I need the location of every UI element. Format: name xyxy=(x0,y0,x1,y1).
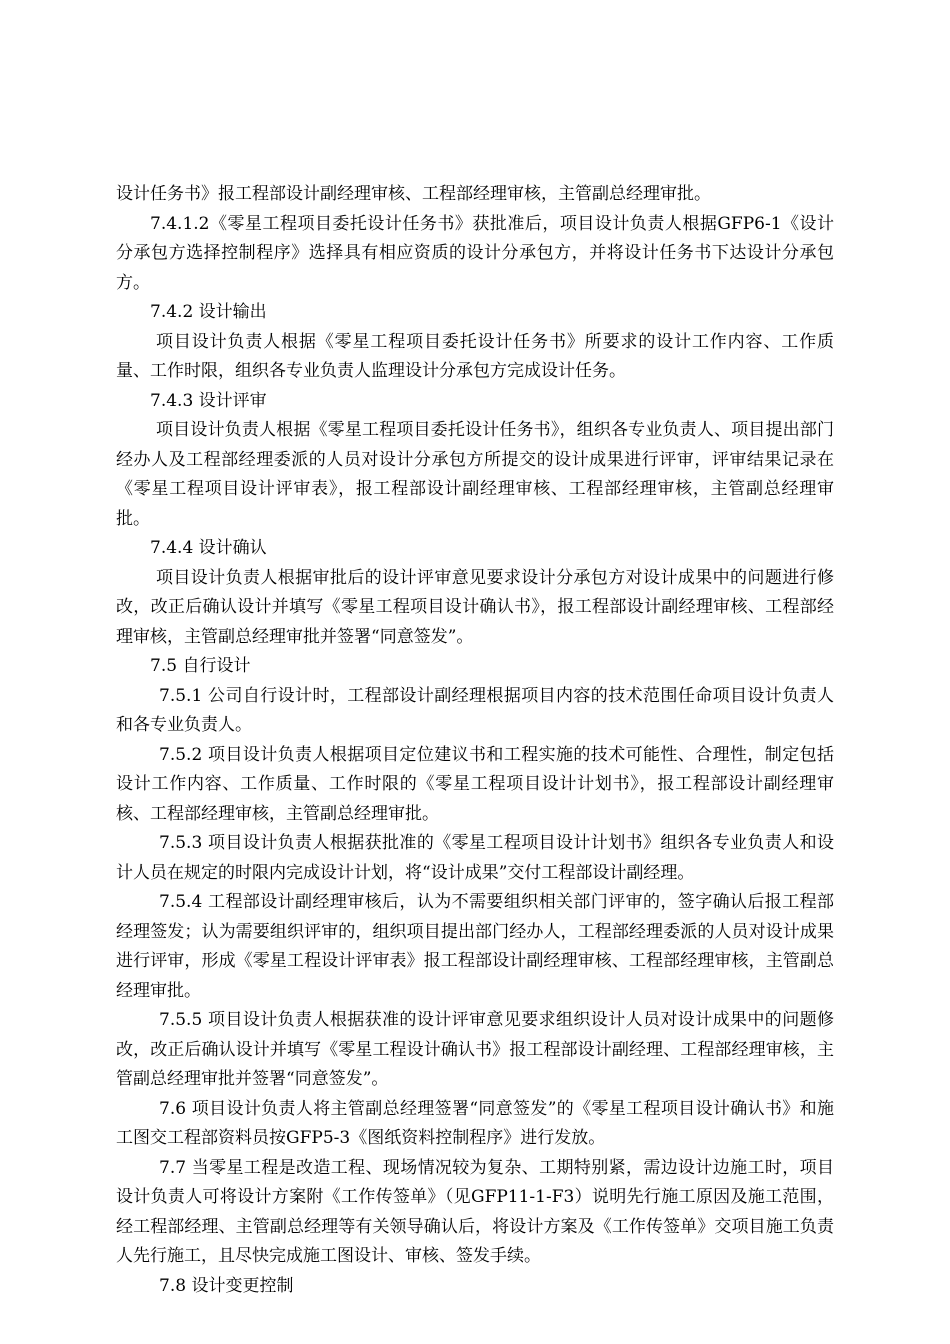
paragraph-design-output: 项目设计负责人根据《零星工程项目委托设计任务书》所要求的设计工作内容、工作质量、工作时限，组织各专业负责人监理设计分承包方完成设计任务。 xyxy=(116,331,834,381)
heading-7-8: 7.8 设计变更控制 xyxy=(159,1275,294,1296)
heading-7-4-4: 7.4.4 设计确认 xyxy=(150,538,267,558)
heading-7-4-3: 7.4.3 设计评审 xyxy=(150,390,267,411)
paragraph-7-5-1: 7.5.1 公司自行设计时，工程部设计副经理根据项目内容的技术范围任命项目设计负责人和各专业负责人。 xyxy=(116,685,834,735)
paragraph-continuation: 设计任务书》报工程部设计副经理审核、工程部经理审核，主管副总经理审批。 xyxy=(116,184,711,204)
paragraph-7-5-4: 7.5.4 工程部设计副经理审核后，认为不需要组织相关部门评审的，签字确认后报工程部经理签发；认为需要组织评审的，组织项目提出部门经办人，工程部经理委派的人员对设计成果进行评审，形成《零星工程设计评审表》报工程部设计副经理审核、工程部经理审核，主管副总经理审批。 xyxy=(116,892,834,1001)
paragraph-7-5-3: 7.5.3 项目设计负责人根据获批准的《零星工程项目设计计划书》组织各专业负责人和设计人员在规定的时限内完成设计计划，将“设计成果”交付工程部设计副经理。 xyxy=(116,833,834,883)
heading-7-5: 7.5 自行设计 xyxy=(150,656,251,676)
paragraph-design-confirmation: 项目设计负责人根据审批后的设计评审意见要求设计分承包方对设计成果中的问题进行修改，改正后确认设计并填写《零星工程项目设计确认书》，报工程部设计副经理审核、工程部经理审核，主管副总经理审批并签署“同意签发”。 xyxy=(116,567,834,647)
paragraph-7-7: 7.7 当零星工程是改造工程、现场情况较为复杂、工期特别紧，需边设计边施工时，项目设计负责人可将设计方案附《工作传签单》（见GFP11-1-F3）说明先行施工原因及施工范围，经工程部经理、主管副总经理等有关领导确认后，将设计方案及《工作传签单》交项目施工负责人先行施工，且尽快完成施工图设计、审核、签发手续。 xyxy=(116,1157,834,1266)
paragraph-7-6: 7.6 项目设计负责人将主管副总经理签署“同意签发”的《零星工程项目设计确认书》和施工图交工程部资料员按GFP5-3《图纸资料控制程序》进行发放。 xyxy=(116,1098,834,1148)
paragraph-7-5-5: 7.5.5 项目设计负责人根据获准的设计评审意见要求组织设计人员对设计成果中的问题修改，改正后确认设计并填写《零星工程设计确认书》报工程部设计副经理、工程部经理审核，主管副总经理审批并签署“同意签发”。 xyxy=(116,1010,834,1089)
paragraph-7-5-2: 7.5.2 项目设计负责人根据项目定位建议书和工程实施的技术可能性、合理性，制定包括设计工作内容、工作质量、工作时限的《零星工程项目设计计划书》，报工程部设计副经理审核、工程部经理审核，主管副总经理审批。 xyxy=(116,744,834,824)
heading-7-4-2: 7.4.2 设计输出 xyxy=(150,302,267,322)
paragraph-design-review: 项目设计负责人根据《零星工程项目委托设计任务书》，组织各专业负责人、项目提出部门经办人及工程部经理委派的人员对设计分承包方所提交的设计成果进行评审，评审结果记录在《零星工程项目设计评审表》，报工程部设计副经理审核、工程部经理审核，主管副总经理审批。 xyxy=(116,420,834,529)
document-body xyxy=(116,180,834,1301)
paragraph-7-4-1-2: 7.4.1.2《零星工程项目委托设计任务书》获批准后，项目设计负责人根据GFP6-1《设计分承包方选择控制程序》选择具有相应资质的设计分承包方，并将设计任务书下达设计分承包方。 xyxy=(116,213,834,293)
